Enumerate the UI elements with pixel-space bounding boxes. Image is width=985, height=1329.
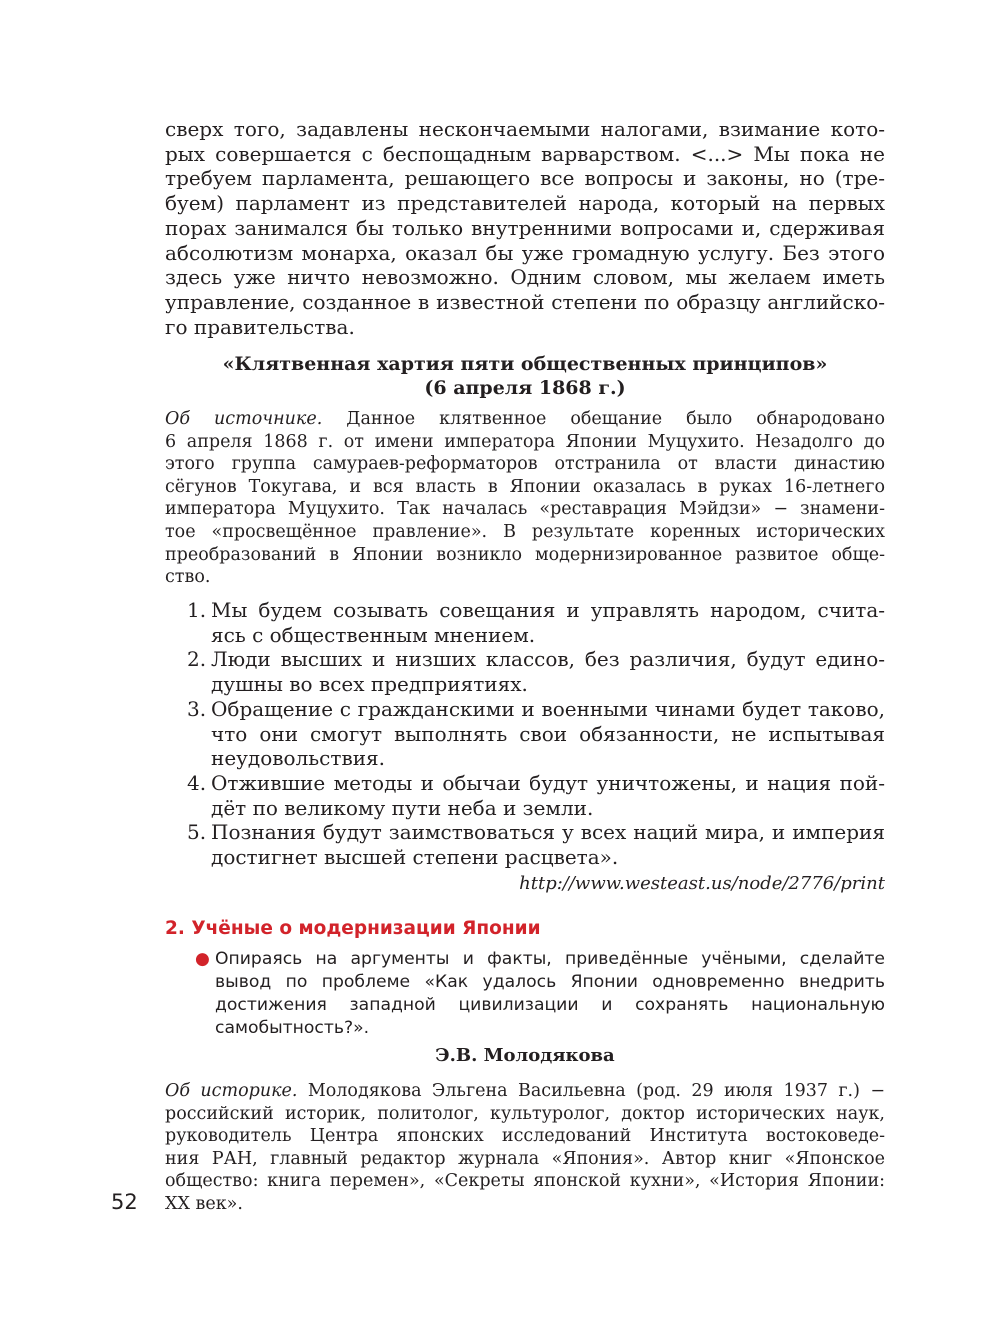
text-line: дёт по великому пути неба и земли. [211,795,594,820]
text-line: самобытность?». [215,1018,370,1038]
text-line: требуем парламента, решающего все вопросы и законы, но (тре- [165,166,885,191]
text-line: 6 апреля 1868 г. от имени императора Японии Муцухито. Незадолго до [165,431,885,452]
text-line: вывод по проблеме «Как удалось Японии одновременно внедрить [215,972,885,992]
section-heading: 2. Учёные о модернизации Японии [165,918,541,939]
author-name: Э.В. Молодякова [435,1045,615,1066]
text-line: российский историк, политолог, культуролог, доктор исторических наук, [165,1103,885,1124]
text-fragment: Данное клятвенное обещание было обнародовано [322,409,885,429]
text-line: достижения западной цивилизации и сохранять национальную [215,995,885,1015]
source-note-lead: Об источнике. [165,409,323,429]
text-line: ния РАН, главный редактор журнала «Япония». Автор книг «Японское [165,1148,885,1169]
text-fragment: Молодякова Эльгена Васильевна (род. 29 июля 1937 г.) − [297,1081,885,1101]
text-line: ясь с общественным мнением. [211,622,536,647]
text-line: тое «просвещённое правление». В результате коренных исторических [165,521,885,542]
page-number: 52 [111,1190,138,1214]
text-line: Опираясь на аргументы и факты, приведённые учёными, сделайте [215,949,885,969]
list-number: 5. [187,820,207,845]
text-line: ство. [165,567,211,588]
principles-list [165,598,885,870]
author-note-lead: Об историке. [165,1081,298,1101]
source-note [165,408,885,589]
text-line: Обращение с гражданскими и военными чинами будет таково, [211,696,885,721]
bullet-icon: ● [195,949,210,969]
author-note-text [165,1080,885,1216]
intro-paragraph [165,117,885,339]
text-line: сверх того, задавлены нескончаемыми налогами, взимание кото- [165,117,885,141]
list-number: 1. [187,598,207,622]
text-line: здесь уже ничто невозможно. Одним словом, мы желаем иметь [165,265,885,290]
text-line: императора Муцухито. Так началась «реставрация Мэйдзи» − знамени- [165,499,885,520]
text-line: буем) парламент из представителей народа, который на первых [165,191,885,216]
text-line: что они смогут выполнять свои обязанности, не испытывая [211,721,885,746]
text-line: достигнет высшей степени расцвета». [211,845,619,870]
text-line: го правительства. [165,314,355,339]
source-link: http://www.westeast.us/node/2776/print [519,873,885,894]
text-line: рых совершается с беспощадным варварством. <...> Мы пока не [165,141,885,166]
document-date: (6 апреля 1868 г.) [424,377,626,399]
list-item [165,598,885,647]
text-line: душны во всех предприятиях. [211,672,528,697]
text-line: Познания будут заимствоваться у всех наций мира, и империя [211,820,885,845]
task-block [195,948,885,1040]
author-note [165,1080,885,1216]
text-line: Мы будем созывать совещания и управлять народом, счита- [211,598,885,622]
text-line: управление, созданное в известной степени по образцу английско- [165,289,885,314]
source-note-text [165,408,885,589]
list-item [165,647,885,696]
list-item [165,820,885,869]
list-item [165,697,885,771]
principles-list-container [165,598,885,870]
list-item [165,771,885,820]
text-line: сёгунов Токугава, и вся власть в Японии оказалась в руках 16-летнего [165,476,885,497]
text-line: этого группа самураев-реформаторов отстранила от власти династию [165,454,885,475]
intro-text [165,117,885,339]
text-line [165,1080,885,1103]
text-line: Отжившие методы и обычаи будут уничтожены, и нация пой- [211,770,885,795]
text-line: Люди высших и низших классов, без различия, будут едино- [211,647,885,672]
text-line: неудовольствия. [211,746,386,771]
text-line: общество: книга перемен», «Секреты японской кухни», «История Японии: [165,1171,885,1192]
text-line: преобразований в Японии возникло модернизированное развитое обще- [165,544,885,565]
document-title [165,352,885,400]
text-line [165,408,885,431]
text-line: абсолютизм монарха, оказал бы уже громадную услугу. Без этого [165,240,885,265]
text-line: XX век». [165,1193,243,1214]
list-number: 4. [187,770,207,795]
text-line: руководитель Центра японских исследований Института востоковеде- [165,1126,885,1147]
document-title-line: «Клятвенная хартия пяти общественных принципов» [222,353,828,375]
list-number: 3. [187,696,207,721]
list-number: 2. [187,647,207,672]
text-line: порах занимался бы только внутренними вопросами и, сдерживая [165,215,885,240]
